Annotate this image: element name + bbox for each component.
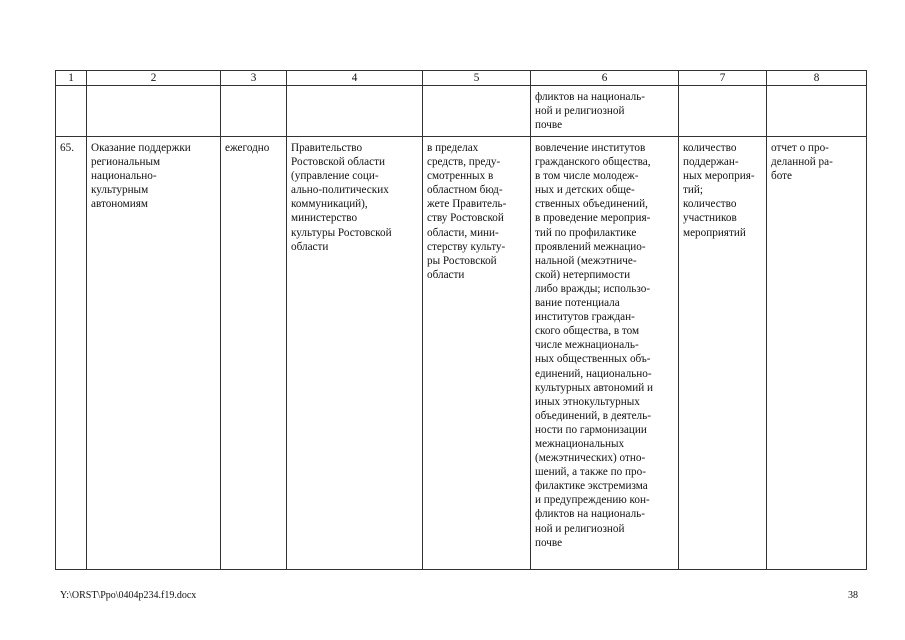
empty-cell xyxy=(679,86,767,137)
event-name-cell: Оказание поддержки региональным национально- культурным автономиям xyxy=(87,137,221,570)
column-number: 4 xyxy=(287,71,423,86)
row-number-cell: 65. xyxy=(56,137,87,570)
funding-cell: в пределах средств, преду- смотренных в областном бюд- жете Правитель- ству Ростовской области, мини- стерству культу- ры Ростовской области xyxy=(423,137,531,570)
period-cell: ежегодно xyxy=(221,137,287,570)
file-path: Y:\ORST\Ppo\0404p234.f19.docx xyxy=(60,590,197,601)
empty-cell xyxy=(221,86,287,137)
column-number: 2 xyxy=(87,71,221,86)
column-number: 8 xyxy=(767,71,867,86)
report-cell: отчет о про- деланной ра- боте xyxy=(767,137,867,570)
measures-table xyxy=(55,70,867,570)
table-row xyxy=(56,137,867,570)
empty-cell xyxy=(56,86,87,137)
column-number: 7 xyxy=(679,71,767,86)
page-number: 38 xyxy=(848,590,858,601)
column-number: 5 xyxy=(423,71,531,86)
continued-result-cell: фликтов на националь- ной и религиозной почве xyxy=(531,86,679,137)
column-number: 1 xyxy=(56,71,87,86)
empty-cell xyxy=(87,86,221,137)
indicator-cell: количество поддержан- ных мероприя- тий; количество участников мероприятий xyxy=(679,137,767,570)
column-number: 6 xyxy=(531,71,679,86)
executor-cell: Правительство Ростовской области (управление соци- ально-политических коммуникаций), министерство культуры Ростовской области xyxy=(287,137,423,570)
column-number-row xyxy=(56,71,867,86)
empty-cell xyxy=(767,86,867,137)
empty-cell xyxy=(287,86,423,137)
continuation-row xyxy=(56,86,867,137)
empty-cell xyxy=(423,86,531,137)
column-number: 3 xyxy=(221,71,287,86)
result-cell: вовлечение институтов гражданского общества, в том числе молодеж- ных и детских обще- ственных объединений, в проведение мероприя- тий по профилактике проявлений межнацио- нальной (межэтниче- ской) нетерпимости либо вражды; использо- вание потенциала институтов граждан- ского общества, в том числе межнациональ- ных общественных объ- единений, национально- культурных автономий и иных этнокультурных объединений, в деятель- ности по гармонизации межнациональных (межэтнических) отно- шений, а также по про- филактике экстремизма и предупреждению кон- фликтов на националь- ной и религиозной почве xyxy=(531,137,679,570)
